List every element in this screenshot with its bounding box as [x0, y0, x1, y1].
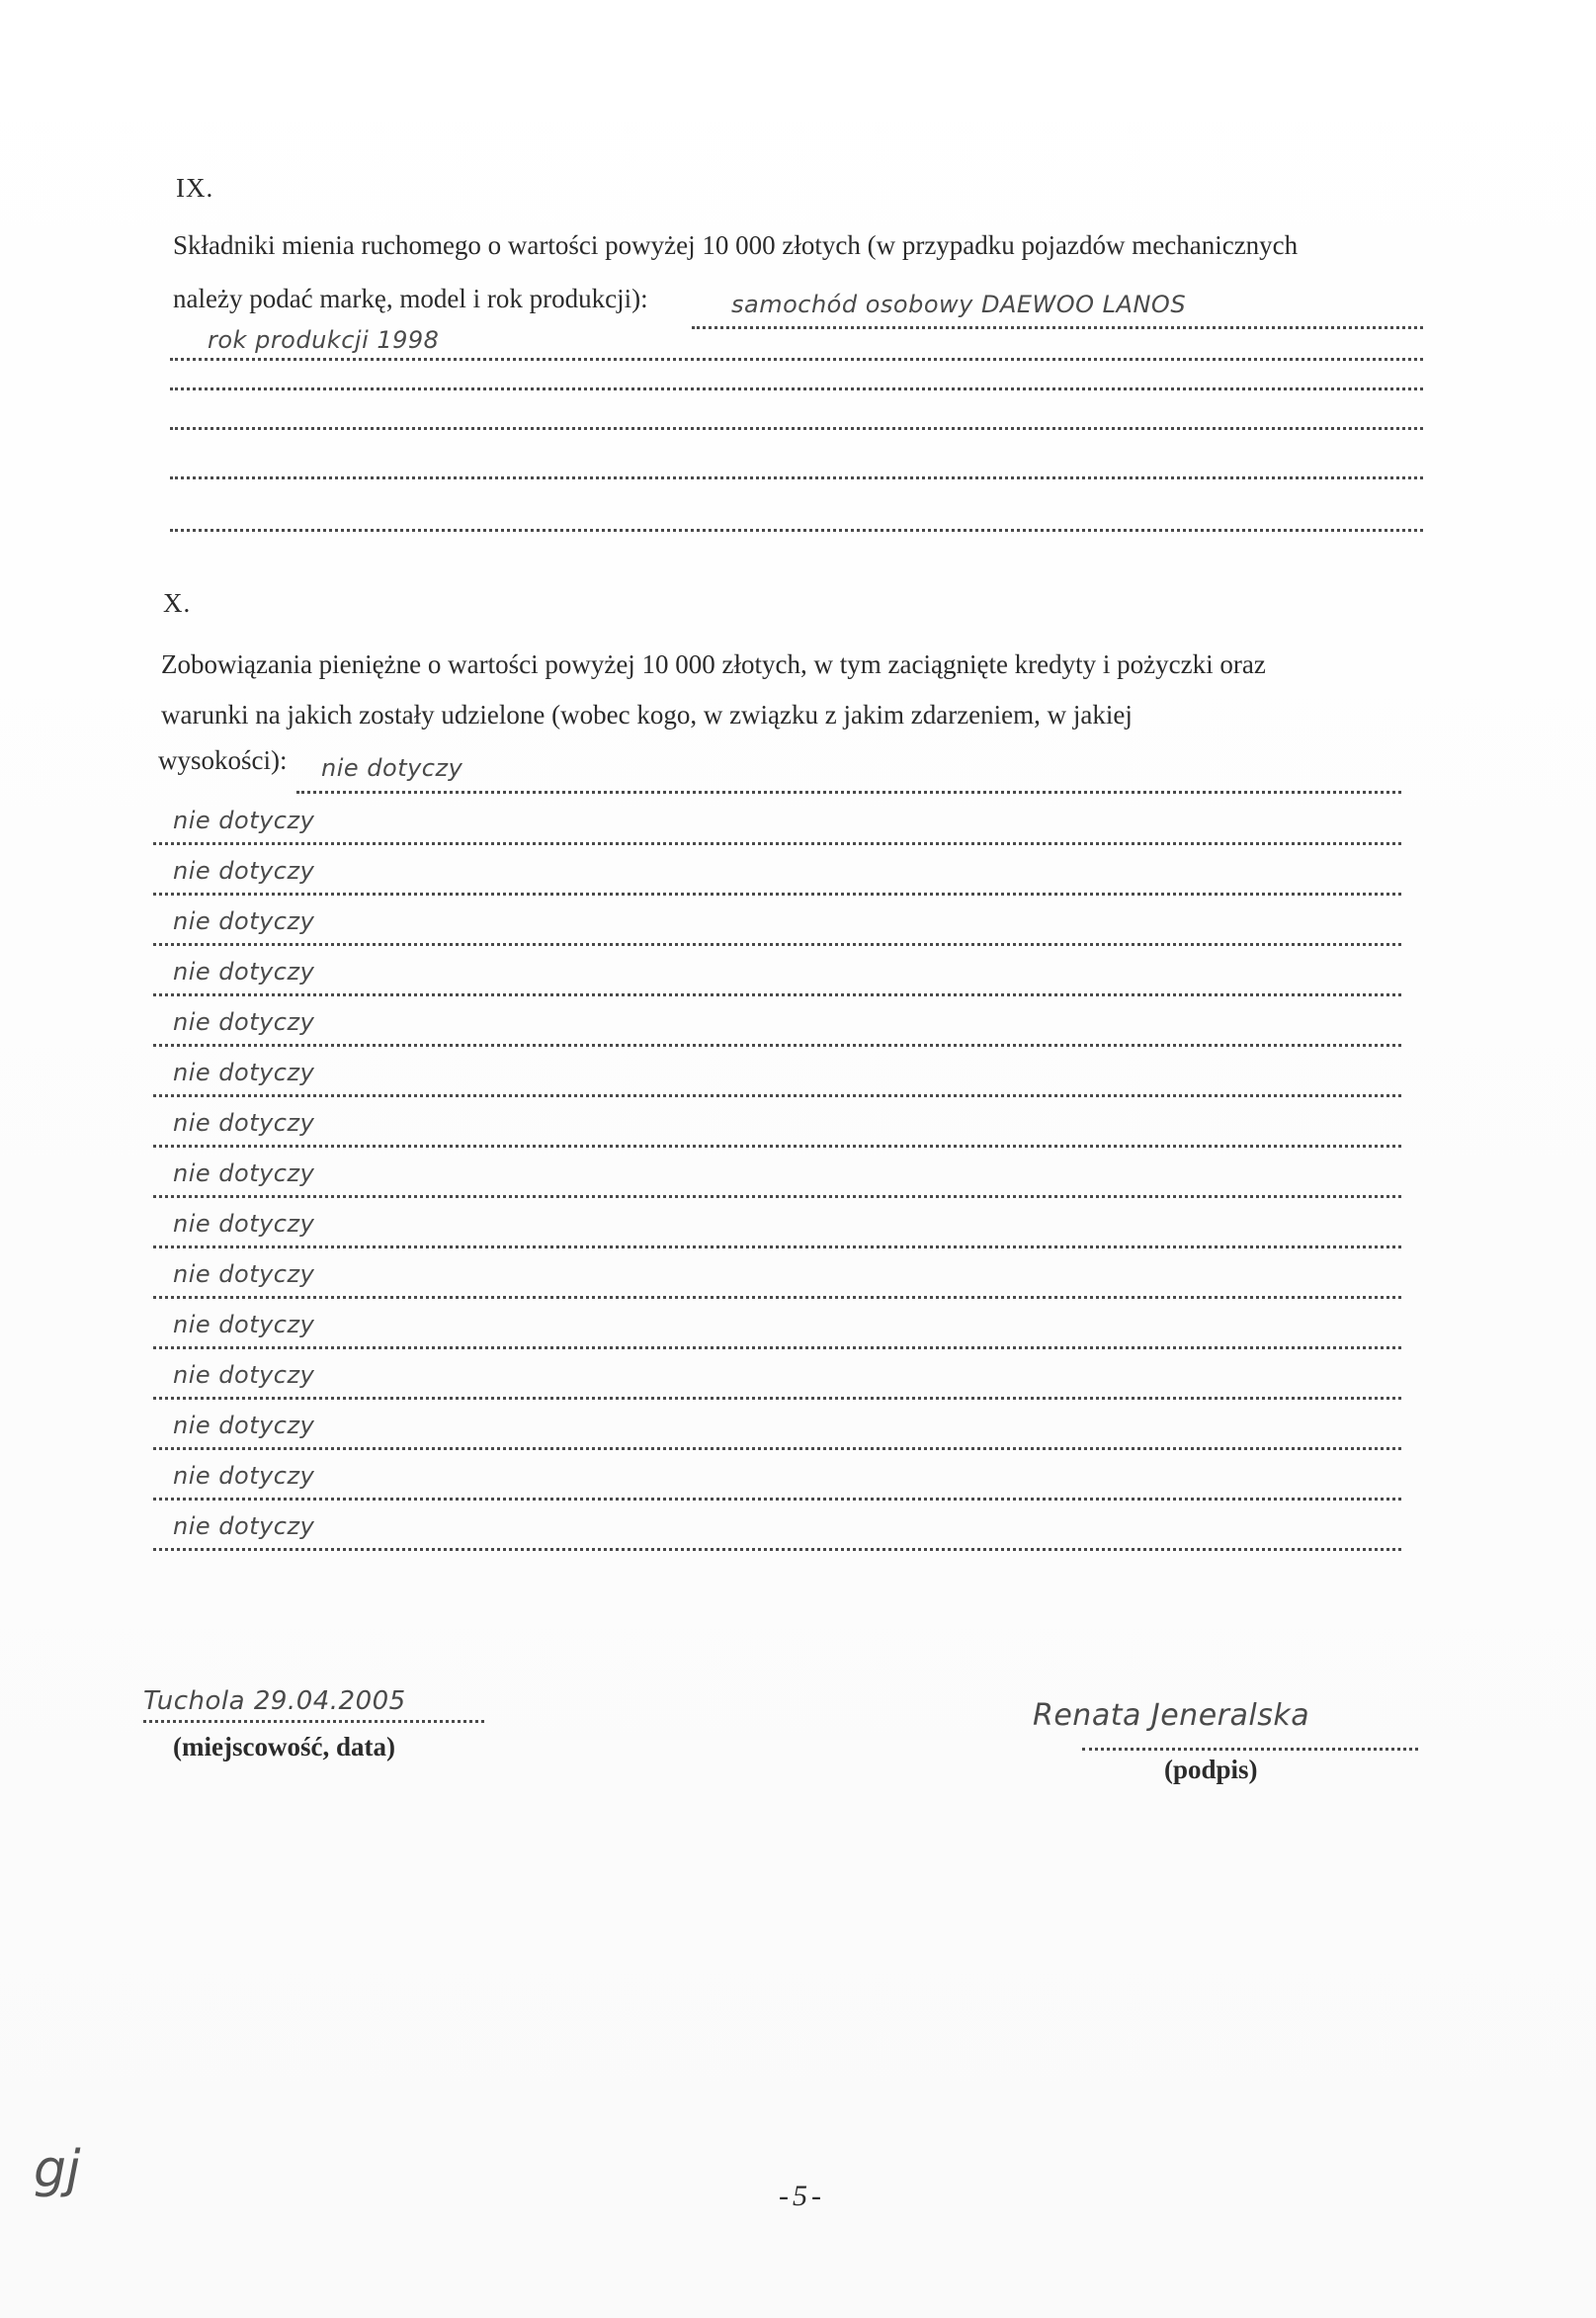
- answer-line: [296, 791, 1401, 794]
- list-item: nie dotyczy: [173, 1210, 315, 1238]
- answer-line: [153, 1397, 1401, 1400]
- answer-line: [153, 1447, 1401, 1450]
- answer-line: [170, 529, 1423, 532]
- page-number: -5-: [779, 2180, 825, 2212]
- list-item: nie dotyczy: [173, 1512, 315, 1540]
- list-item: nie dotyczy: [173, 1109, 315, 1137]
- initials: gj: [34, 2140, 81, 2199]
- place-date: Tuchola 29.04.2005: [143, 1686, 406, 1716]
- answer-line: [170, 387, 1423, 390]
- answer-line: [153, 943, 1401, 946]
- answer-line: [153, 1346, 1401, 1349]
- list-item: nie dotyczy: [173, 1361, 315, 1389]
- section-ix-line1: Składniki mienia ruchomego o wartości powyżej 10 000 złotych (w przypadku pojazdów mechanicznych: [173, 230, 1299, 260]
- answer-line: [170, 358, 1423, 361]
- answer-line: [170, 427, 1423, 430]
- section-x-line3-answer: nie dotyczy: [321, 754, 463, 782]
- signature-caption: (podpis): [1164, 1755, 1258, 1784]
- list-item: nie dotyczy: [173, 1412, 315, 1439]
- answer-line: [153, 1245, 1401, 1248]
- answer-line: [153, 1094, 1401, 1097]
- section-x-line1: Zobowiązania pieniężne o wartości powyżej 10 000 złotych, w tym zaciągnięte kredyty i pożyczki oraz: [161, 649, 1266, 679]
- list-item: nie dotyczy: [173, 1260, 315, 1288]
- answer-line: [153, 1044, 1401, 1047]
- list-item: nie dotyczy: [173, 958, 315, 986]
- list-item: nie dotyczy: [173, 1059, 315, 1086]
- answer-line: [153, 1296, 1401, 1299]
- list-item: nie dotyczy: [173, 1159, 315, 1187]
- place-date-caption: (miejscowość, data): [173, 1732, 395, 1761]
- place-date-line: [143, 1720, 484, 1723]
- answer-line: [153, 993, 1401, 996]
- list-item: nie dotyczy: [173, 857, 315, 885]
- answer-line: [692, 326, 1423, 329]
- section-x-line2: warunki na jakich zostały udzielone (wobec kogo, w związku z jakim zdarzeniem, w jakiej: [161, 700, 1133, 730]
- list-item: nie dotyczy: [173, 807, 315, 834]
- signature: Renata Jeneralska: [1033, 1698, 1310, 1733]
- answer-line: [153, 1145, 1401, 1148]
- section-ix-heading: IX.: [176, 173, 214, 203]
- answer-line: [153, 842, 1401, 845]
- answer-line: [153, 1195, 1401, 1198]
- list-item: nie dotyczy: [173, 907, 315, 935]
- answer-line: [170, 476, 1423, 479]
- section-x-line3-label: wysokości):: [158, 745, 288, 775]
- list-item: nie dotyczy: [173, 1311, 315, 1338]
- list-item: nie dotyczy: [173, 1462, 315, 1490]
- signature-line: [1082, 1748, 1418, 1751]
- section-ix-answer2: rok produkcji 1998: [208, 326, 440, 354]
- list-item: nie dotyczy: [173, 1008, 315, 1036]
- section-x-heading: X.: [163, 588, 192, 618]
- section-ix-line2: należy podać markę, model i rok produkcji):: [173, 284, 648, 313]
- section-ix-answer1: samochód osobowy DAEWOO LANOS: [731, 291, 1187, 318]
- answer-line: [153, 893, 1401, 896]
- answer-line: [153, 1548, 1401, 1551]
- answer-line: [153, 1498, 1401, 1501]
